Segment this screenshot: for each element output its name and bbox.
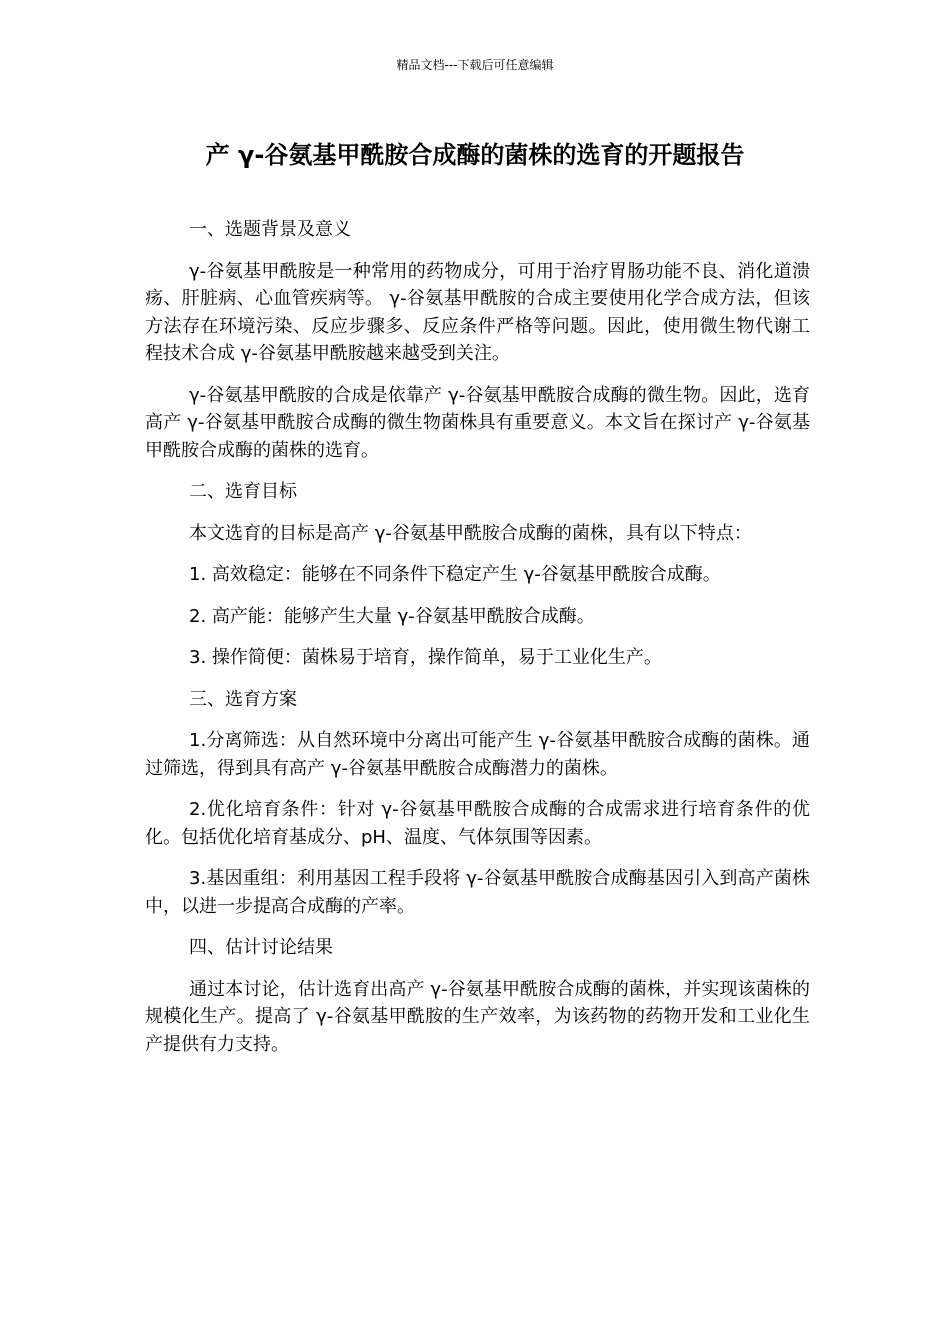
list-item: 1. 高效稳定：能够在不同条件下稳定产生 γ-谷氨基甲酰胺合成酶。 <box>189 564 721 585</box>
paragraph: 本文选育的目标是高产 γ-谷氨基甲酰胺合成酶的菌株，具有以下特点： <box>189 522 752 544</box>
list-item: 2. 高产能：能够产生大量 γ-谷氨基甲酰胺合成酶。 <box>189 605 595 627</box>
paragraph: γ-谷氨基甲酰胺是一种常用的药物成分，可用于治疗胃肠功能不良、消化道溃疡、肝脏病、心血管疾病等。 γ-谷氨基甲酰胺的合成主要使用化学合成方法，但该方法存在环境污染、反应步骤多、反应条件严格等问题。因此，使用微生物代谢工程技术合成 γ-谷氨基甲酰胺越来越受到关注。 <box>145 260 810 364</box>
paragraph: γ-谷氨基甲酰胺的合成是依靠产 γ-谷氨基甲酰胺合成酶的微生物。因此，选育高产 γ-谷氨基甲酰胺合成酶的微生物菌株具有重要意义。本文旨在探讨产 γ-谷氨基甲酰胺合成酶的菌株的选育。 <box>145 384 810 461</box>
header-note: 精品文档---下载后可任意编辑 <box>396 58 554 72</box>
document-body <box>145 216 810 1072</box>
list-item: 1.分离筛选：从自然环境中分离出可能产生 γ-谷氨基甲酰胺合成酶的菌株。通过筛选，得到具有高产 γ-谷氨基甲酰胺合成酶潜力的菌株。 <box>145 730 810 779</box>
section-heading-expected-results: 四、估计讨论结果 <box>189 937 333 958</box>
document-title: 产 γ-谷氨基甲酰胺合成酶的菌株的选育的开题报告 <box>205 141 745 169</box>
list-item: 2.优化培育条件：针对 γ-谷氨基甲酰胺合成酶的合成需求进行培育条件的优化。包括优化培育基成分、pH、温度、气体氛围等因素。 <box>145 799 810 848</box>
list-item: 3. 操作简便：菌株易于培育，操作简单，易于工业化生产。 <box>189 647 662 668</box>
paragraph: 通过本讨论，估计选育出高产 γ-谷氨基甲酰胺合成酶的菌株，并实现该菌株的规模化生产。提高了 γ-谷氨基甲酰胺的生产效率，为该药物的药物开发和工业化生产提供有力支持。 <box>145 978 810 1055</box>
section-heading-plan: 三、选育方案 <box>189 688 297 710</box>
section-heading-background: 一、选题背景及意义 <box>189 219 351 240</box>
list-item: 3.基因重组：利用基因工程手段将 γ-谷氨基甲酰胺合成酶基因引入到高产菌株中，以进一步提高合成酶的产率。 <box>145 868 810 917</box>
section-heading-goals: 二、选育目标 <box>189 481 297 502</box>
